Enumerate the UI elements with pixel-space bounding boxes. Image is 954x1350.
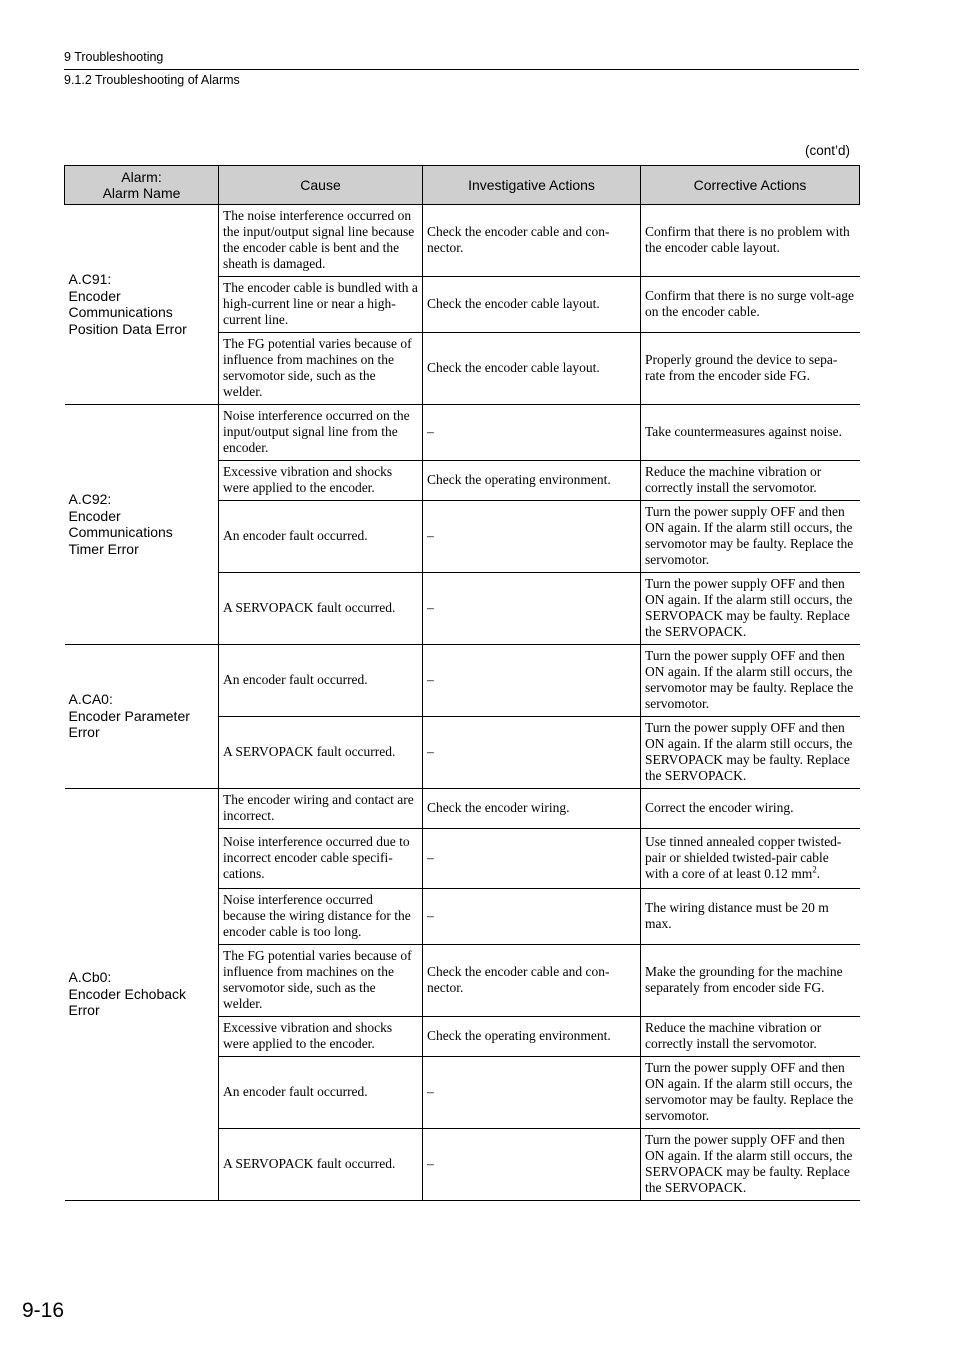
cause-cell: The noise interference occurred on the input/output signal line because the encoder cable is bent and the sheath is damaged. xyxy=(219,205,423,277)
corrective-action-cell: Confirm that there is no surge volt-age on the encoder cable. xyxy=(641,277,860,333)
corrective-action-tail: . xyxy=(816,866,821,881)
section-title: 9.1.2 Troubleshooting of Alarms xyxy=(64,73,240,87)
alarm-name-cell: A.C92: Encoder Communications Timer Error xyxy=(65,405,219,645)
column-header-investigative: Investigative Actions xyxy=(423,166,641,205)
continued-label: (cont’d) xyxy=(804,143,850,158)
corrective-action-cell: Turn the power supply OFF and then ON again. If the alarm still occurs, the SERVOPACK may be faulty. Replace the SERVOPACK. xyxy=(641,1129,860,1201)
investigative-action-cell: Check the encoder cable layout. xyxy=(423,333,641,405)
cause-cell: Excessive vibration and shocks were applied to the encoder. xyxy=(219,1017,423,1057)
cause-cell: An encoder fault occurred. xyxy=(219,645,423,717)
corrective-action-cell: Reduce the machine vibration or correctly install the servomotor. xyxy=(641,461,860,501)
corrective-action-cell xyxy=(641,829,860,889)
column-header-cause: Cause xyxy=(219,166,423,205)
investigative-action-cell: – xyxy=(423,717,641,789)
investigative-action-cell: – xyxy=(423,573,641,645)
table-row xyxy=(65,205,860,277)
investigative-action-cell: – xyxy=(423,1129,641,1201)
investigative-action-cell: – xyxy=(423,889,641,945)
alarm-table-body xyxy=(65,205,860,1201)
cause-cell: The encoder wiring and contact are incorrect. xyxy=(219,789,423,829)
investigative-action-cell: Check the encoder cable layout. xyxy=(423,277,641,333)
corrective-action-cell: Make the grounding for the machine separately from encoder side FG. xyxy=(641,945,860,1017)
alarm-table xyxy=(64,165,860,1201)
cause-cell: Noise interference occurred because the wiring distance for the encoder cable is too long. xyxy=(219,889,423,945)
cause-cell: Noise interference occurred due to incorrect encoder cable specifi-cations. xyxy=(219,829,423,889)
cause-cell: The FG potential varies because of influence from machines on the servomotor side, such as the welder. xyxy=(219,333,423,405)
investigative-action-cell: – xyxy=(423,405,641,461)
cause-cell: A SERVOPACK fault occurred. xyxy=(219,1129,423,1201)
corrective-action-cell: Confirm that there is no problem with the encoder cable layout. xyxy=(641,205,860,277)
investigative-action-cell: – xyxy=(423,1057,641,1129)
chapter-title: 9 Troubleshooting xyxy=(64,50,164,64)
cause-cell: The FG potential varies because of influence from machines on the servomotor side, such as the welder. xyxy=(219,945,423,1017)
alarm-name-cell: A.Cb0: Encoder Echoback Error xyxy=(65,789,219,1201)
cause-cell: Excessive vibration and shocks were applied to the encoder. xyxy=(219,461,423,501)
column-header-alarm: Alarm: Alarm Name xyxy=(65,166,219,205)
investigative-action-cell: Check the encoder cable and con-nector. xyxy=(423,205,641,277)
alarm-name-cell: A.CA0: Encoder Parameter Error xyxy=(65,645,219,789)
investigative-action-cell: – xyxy=(423,501,641,573)
column-header-corrective: Corrective Actions xyxy=(641,166,860,205)
table-row xyxy=(65,405,860,461)
investigative-action-cell: Check the operating environment. xyxy=(423,461,641,501)
corrective-action-cell: Correct the encoder wiring. xyxy=(641,789,860,829)
investigative-action-cell: Check the encoder wiring. xyxy=(423,789,641,829)
cause-cell: The encoder cable is bundled with a high-current line or near a high-current line. xyxy=(219,277,423,333)
table-header-row xyxy=(65,166,860,205)
corrective-action-cell: Turn the power supply OFF and then ON again. If the alarm still occurs, the SERVOPACK may be faulty. Replace the SERVOPACK. xyxy=(641,717,860,789)
cause-cell: Noise interference occurred on the input/output signal line from the encoder. xyxy=(219,405,423,461)
table-row xyxy=(65,645,860,717)
cause-cell: An encoder fault occurred. xyxy=(219,501,423,573)
unit-superscript: 2 xyxy=(812,864,817,875)
corrective-action-cell: Reduce the machine vibration or correctly install the servomotor. xyxy=(641,1017,860,1057)
corrective-action-cell: Turn the power supply OFF and then ON again. If the alarm still occurs, the SERVOPACK may be faulty. Replace the SERVOPACK. xyxy=(641,573,860,645)
page-number: 9-16 xyxy=(22,1299,65,1322)
corrective-action-cell: Turn the power supply OFF and then ON again. If the alarm still occurs, the servomotor may be faulty. Replace the servomotor. xyxy=(641,1057,860,1129)
corrective-action-cell: Turn the power supply OFF and then ON again. If the alarm still occurs, the servomotor may be faulty. Replace the servomotor. xyxy=(641,645,860,717)
alarm-name-cell: A.C91: Encoder Communications Position Data Error xyxy=(65,205,219,405)
corrective-action-cell: The wiring distance must be 20 m max. xyxy=(641,889,860,945)
corrective-action-cell: Turn the power supply OFF and then ON again. If the alarm still occurs, the servomotor may be faulty. Replace the servomotor. xyxy=(641,501,860,573)
investigative-action-cell: Check the encoder cable and con-nector. xyxy=(423,945,641,1017)
corrective-action-cell: Properly ground the device to sepa-rate from the encoder side FG. xyxy=(641,333,860,405)
investigative-action-cell: Check the operating environment. xyxy=(423,1017,641,1057)
header-rule xyxy=(64,69,859,70)
table-row xyxy=(65,789,860,829)
investigative-action-cell: – xyxy=(423,829,641,889)
corrective-action-text: Use tinned annealed copper twisted-pair or shielded twisted-pair cable with a core of at least 0.12 mm xyxy=(645,834,842,881)
cause-cell: An encoder fault occurred. xyxy=(219,1057,423,1129)
cause-cell: A SERVOPACK fault occurred. xyxy=(219,573,423,645)
corrective-action-cell: Take countermeasures against noise. xyxy=(641,405,860,461)
investigative-action-cell: – xyxy=(423,645,641,717)
cause-cell: A SERVOPACK fault occurred. xyxy=(219,717,423,789)
